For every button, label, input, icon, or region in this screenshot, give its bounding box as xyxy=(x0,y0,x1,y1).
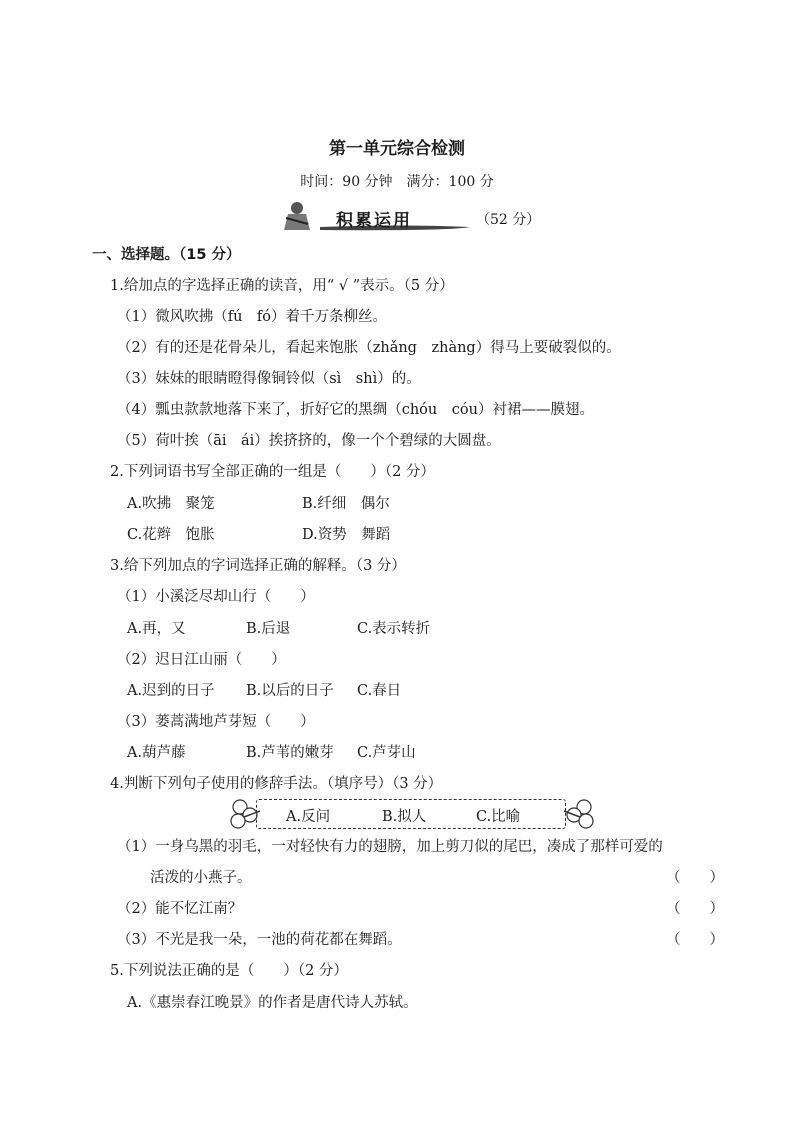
question-3-prompt: 3.给下列加点的字词选择正确的解释。（3 分） xyxy=(110,558,406,574)
banner-label: 积累运用 xyxy=(336,211,412,231)
question-4-item: （2）能不忆江南？ xyxy=(117,901,243,917)
question-3-sub1-option: C.表示转折 xyxy=(357,621,431,637)
question-2-option-a: A.吹拂 聚笼 xyxy=(127,496,215,512)
question-3-sub1-option: A.再，又 xyxy=(127,621,186,637)
question-3-sub3-option: C.芦芽山 xyxy=(357,745,416,761)
rhetoric-option-a: A.反问 xyxy=(286,809,331,825)
question-1-prompt: 1.给加点的字选择正确的读音，用“ √ ”表示。（5 分） xyxy=(110,278,454,294)
flower-ornament-icon xyxy=(560,797,600,833)
section-banner xyxy=(280,200,580,234)
banner-score: （52 分） xyxy=(476,212,541,228)
page-title: 第一单元综合检测 xyxy=(329,139,465,159)
question-2-option-d: D.资势 舞蹈 xyxy=(302,527,391,543)
section-heading: 一、选择题。（15 分） xyxy=(92,247,241,263)
answer-blank[interactable]: （ ） xyxy=(666,901,724,917)
question-1-item: （5）荷叶挨（āi ái）挨挤挤的，像一个个碧绿的大圆盘。 xyxy=(117,433,501,449)
rhetoric-option-c: C.比喻 xyxy=(476,809,521,825)
question-3-sub2-option: A.迟到的日子 xyxy=(127,683,215,699)
question-2-option-c: C.花辫 饱胀 xyxy=(127,527,215,543)
question-1-item: （1）微风吹拂（fú fó）着千万条柳丝。 xyxy=(117,309,388,325)
question-3-sub3-option: A.葫芦藤 xyxy=(127,745,186,761)
rhetoric-option-b: B.拟人 xyxy=(382,809,427,825)
question-4-item: （1）一身乌黑的羽毛，一对轻快有力的翅膀，加上剪刀似的尾巴，凑成了那样可爱的 xyxy=(117,839,663,855)
question-2-prompt: 2.下列词语书写全部正确的一组是（ ）（2 分） xyxy=(110,464,435,480)
answer-blank[interactable]: （ ） xyxy=(666,932,724,948)
question-1-item: （3）妹妹的眼睛瞪得像铜铃似（sì shì）的。 xyxy=(117,371,421,387)
question-5-prompt: 5.下列说法正确的是（ ）（2 分） xyxy=(110,963,348,979)
question-3-sub1: （1）小溪泛尽却山行（ ） xyxy=(117,589,315,605)
question-1-item: （2）有的还是花骨朵儿，看起来饱胀（zhǎng zhàng）得马上要破裂似的。 xyxy=(117,340,621,356)
question-3-sub2-option: B.以后的日子 xyxy=(246,683,334,699)
question-3-sub2-option: C.春日 xyxy=(357,683,402,699)
question-1-item: （4）瓢虫款款地落下来了，折好它的黑绸（chóu cóu）衬裙——膜翅。 xyxy=(117,402,594,418)
rhetoric-option-box xyxy=(226,797,594,833)
question-3-sub3-option: B.芦苇的嫩芽 xyxy=(246,745,334,761)
question-4-prompt: 4.判断下列句子使用的修辞手法。（填序号）（3 分） xyxy=(110,776,443,792)
question-3-sub2: （2）迟日江山丽（ ） xyxy=(117,652,286,668)
exam-info: 时间：90 分钟 满分：100 分 xyxy=(300,174,494,190)
question-3-sub1-option: B.后退 xyxy=(246,621,291,637)
question-5-option-a: A.《惠崇春江晚景》的作者是唐代诗人苏轼。 xyxy=(127,995,418,1011)
question-3-sub3: （3）蒌蒿满地芦芽短（ ） xyxy=(117,714,315,730)
question-2-option-b: B.纤细 偶尔 xyxy=(302,496,390,512)
answer-blank[interactable]: （ ） xyxy=(666,870,724,886)
question-4-item-cont: 活泼的小燕子。 xyxy=(150,870,252,886)
question-4-item: （3）不光是我一朵，一池的荷花都在舞蹈。 xyxy=(117,932,402,948)
